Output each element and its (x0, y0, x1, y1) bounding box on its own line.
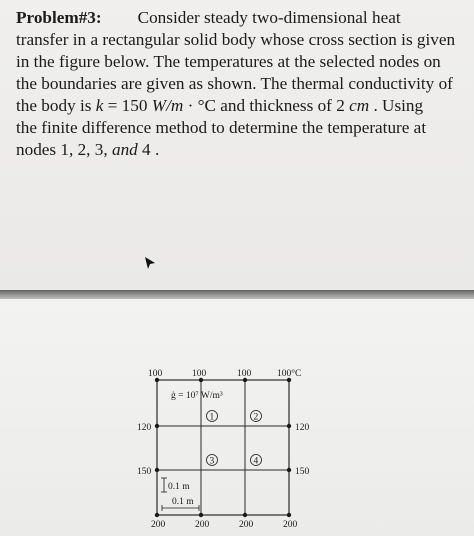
right-temp-1: 120 (295, 423, 310, 433)
dimension-horizontal (162, 497, 199, 511)
node-dot (287, 513, 291, 517)
node-label-2: 2 (253, 412, 259, 423)
problem-line-6: the finite difference method to determine the temperature at (16, 118, 427, 137)
line5-k: k (95, 96, 104, 115)
problem-statement (16, 7, 464, 161)
node-dot (287, 424, 291, 428)
problem-line-2: transfer in a rectangular solid body whose cross section is given (16, 30, 456, 49)
problem-label: Problem#3: (16, 8, 102, 27)
interior-node-2 (251, 411, 262, 423)
top-temp-4: 100°C (277, 369, 302, 379)
dim-vertical-label: 0.1 m (168, 482, 190, 492)
node-dot (155, 424, 159, 428)
grid-figure (0, 299, 474, 536)
top-temp-2: 100 (192, 369, 207, 379)
line5-a: the body is (16, 96, 96, 115)
bottom-temp-1: 200 (151, 520, 166, 530)
node-label-1: 1 (209, 412, 215, 423)
dim-horizontal-label: 0.1 m (172, 497, 194, 507)
mouse-pointer-icon (143, 256, 157, 270)
bottom-temp-4: 200 (283, 520, 298, 530)
node-label-3: 3 (209, 456, 215, 467)
line7-and: and (111, 140, 138, 159)
figure-page (0, 299, 474, 536)
node-dot (155, 468, 159, 472)
line5-b: = 150 (103, 96, 152, 115)
problem-line-1 (16, 7, 464, 29)
line5-units: W/m (151, 96, 184, 115)
problem-line-5 (16, 95, 464, 117)
bottom-temp-3: 200 (239, 520, 254, 530)
node-dot (199, 513, 203, 517)
line5-d: . Using (369, 96, 424, 115)
interior-node-4 (251, 455, 262, 467)
node-dot (287, 468, 291, 472)
right-temp-2: 150 (295, 467, 310, 477)
node-dot (243, 513, 247, 517)
line7-a: nodes 1, 2, 3, (16, 140, 112, 159)
line5-cm: cm (349, 96, 370, 115)
problem-line-7 (16, 139, 464, 161)
problem-line-1-text: Consider steady two-dimensional heat (137, 8, 401, 27)
line7-b: 4 . (137, 140, 160, 159)
node-dot (155, 513, 159, 517)
bottom-temp-2: 200 (195, 520, 210, 530)
heat-generation-label: ġ = 10⁷ W/m³ (171, 391, 223, 401)
interior-node-1 (207, 411, 218, 423)
top-temp-1: 100 (148, 369, 163, 379)
problem-line-3: in the figure below. The temperatures at the selected nodes on (16, 52, 441, 71)
left-temp-1: 120 (137, 423, 152, 433)
line5-c: · °C and thickness of 2 (183, 96, 350, 115)
problem-line-4: the boundaries are given as shown. The thermal conductivity of (16, 74, 453, 93)
left-temp-2: 150 (137, 467, 152, 477)
node-label-4: 4 (253, 456, 259, 467)
page-divider (0, 290, 474, 299)
interior-node-3 (207, 455, 218, 467)
top-temp-3: 100 (237, 369, 252, 379)
dimension-vertical (161, 478, 190, 492)
